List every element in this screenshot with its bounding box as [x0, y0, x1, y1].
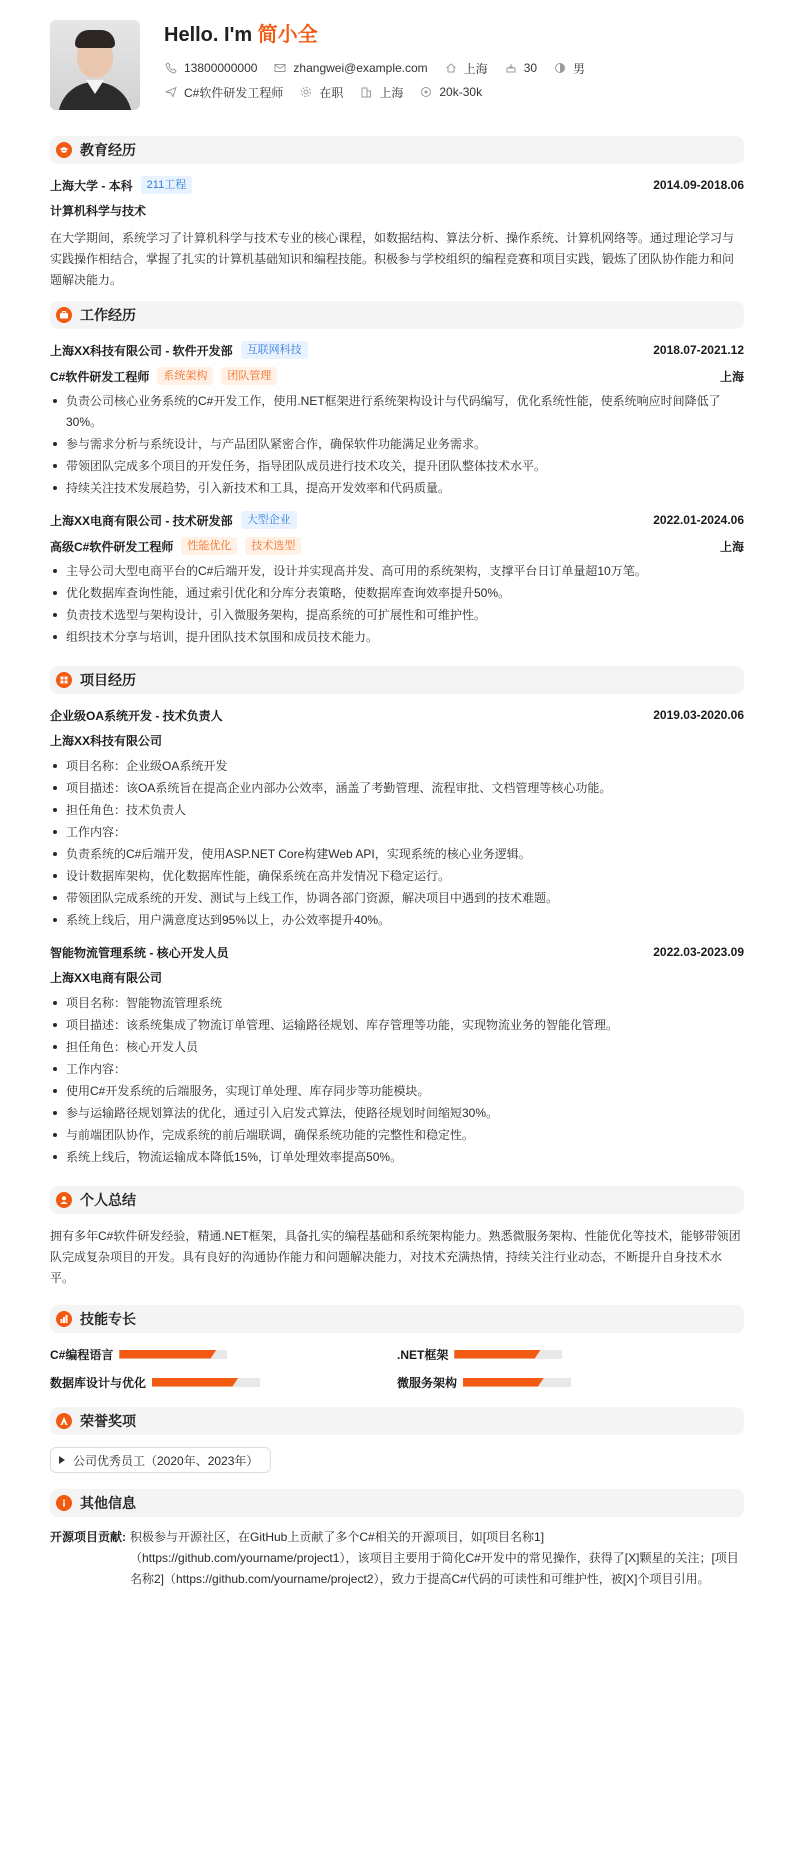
- avatar: [50, 20, 140, 110]
- coin-icon: [419, 85, 433, 99]
- honor-item[interactable]: [50, 1447, 271, 1473]
- send-icon: [164, 85, 178, 99]
- position-text: C#软件研发工程师: [184, 85, 284, 100]
- skill-bar-fill: [152, 1378, 238, 1387]
- age-text: 30: [523, 61, 538, 75]
- job-date: 2018.07-2021.12: [653, 343, 744, 357]
- company-name: 上海XX科技有限公司 - 软件开发部: [50, 343, 233, 358]
- list-item: 组织技术分享与培训，提升团队技术氛围和成员技术能力。: [50, 627, 744, 648]
- school-name: 上海大学 - 本科: [50, 178, 133, 193]
- list-item: 持续关注技术发展趋势，引入新技术和工具，提高开发效率和代码质量。: [50, 478, 744, 499]
- project-name: 企业级OA系统开发 - 技术负责人: [50, 708, 223, 723]
- phone-icon: [164, 61, 178, 75]
- list-item: 系统上线后，用户满意度达到95%以上，办公效率提升40%。: [50, 910, 744, 931]
- home-icon: [444, 61, 458, 75]
- list-item: 与前端团队协作，完成系统的前后端联调，确保系统功能的完整性和稳定性。: [50, 1125, 744, 1146]
- list-item: 工作内容：: [50, 822, 744, 843]
- building-icon: [359, 85, 373, 99]
- skill-bar: [119, 1350, 227, 1359]
- summary-section: [50, 1214, 744, 1289]
- list-item: 使用C#开发系统的后端服务，实现订单处理、库存同步等功能模块。: [50, 1081, 744, 1102]
- list-item: 担任角色：核心开发人员: [50, 1037, 744, 1058]
- salary: [419, 85, 482, 99]
- salary-text: 20k-30k: [439, 85, 483, 99]
- section-other-label: 其他信息: [80, 1495, 136, 1511]
- project-company: 上海XX科技有限公司: [50, 734, 163, 748]
- section-other-title: [50, 1489, 744, 1517]
- project-entry: [50, 704, 744, 931]
- award-icon: [56, 1413, 72, 1429]
- other-info: [50, 1527, 744, 1590]
- education-date: 2014.09-2018.06: [653, 178, 744, 192]
- list-item: 项目名称：企业级OA系统开发: [50, 756, 744, 777]
- play-icon: [59, 1456, 65, 1464]
- list-item: 项目描述：该OA系统旨在提高企业内部办公效率，涵盖了考勤管理、流程审批、文档管理等核心功能。: [50, 778, 744, 799]
- skill-bar: [152, 1378, 260, 1387]
- work-section: [50, 329, 744, 648]
- list-item: 系统上线后，物流运输成本降低15%，订单处理效率提高50%。: [50, 1147, 744, 1168]
- job-title: 高级C#软件研发工程师: [50, 539, 174, 554]
- target-city-text: 上海: [379, 85, 404, 100]
- list-item: 参与需求分析与系统设计，与产品团队紧密合作，确保软件功能满足业务需求。: [50, 434, 744, 455]
- project-entry: [50, 941, 744, 1168]
- job-location: 上海: [719, 539, 744, 554]
- list-item: 担任角色：技术负责人: [50, 800, 744, 821]
- job-location: 上海: [719, 369, 744, 384]
- cake-icon: [504, 61, 518, 75]
- skill-item: [397, 1345, 744, 1363]
- skill-bar: [463, 1378, 571, 1387]
- list-item: 项目描述：该系统集成了物流订单管理、运输路径规划、库存管理等功能，实现物流业务的智能化管理。: [50, 1015, 744, 1036]
- gear-icon: [299, 85, 313, 99]
- company-tag: 互联网科技: [241, 341, 308, 359]
- skill-bar-fill: [454, 1350, 540, 1359]
- list-item: 负责技术选型与架构设计，引入微服务架构，提高系统的可扩展性和可维护性。: [50, 605, 744, 626]
- city: [444, 60, 488, 77]
- section-education-title: [50, 136, 744, 164]
- graduation-cap-icon: [56, 142, 72, 158]
- section-projects-label: 项目经历: [80, 672, 136, 688]
- list-item: 优化数据库查询性能，通过索引优化和分库分表策略，使数据库查询效率提升50%。: [50, 583, 744, 604]
- school-tag: 211工程: [141, 176, 193, 194]
- target-city: [359, 84, 403, 101]
- gender: [553, 60, 585, 77]
- list-item: 设计数据库架构，优化数据库性能，确保系统在高并发情况下稳定运行。: [50, 866, 744, 887]
- list-item: 主导公司大型电商平台的C#后端开发，设计并实现高并发、高可用的系统架构，支撑平台日订单量超10万笔。: [50, 561, 744, 582]
- skill-name: C#编程语言: [50, 1347, 114, 1362]
- list-item: 项目名称：智能物流管理系统: [50, 993, 744, 1014]
- grid-icon: [56, 672, 72, 688]
- skill-name: 微服务架构: [397, 1375, 458, 1390]
- major: 计算机科学与技术: [50, 204, 147, 218]
- honor-text: 公司优秀员工（2020年、2023年）: [73, 1453, 259, 1468]
- company-tag: 大型企业: [241, 511, 297, 529]
- bar-chart-icon: [56, 1311, 72, 1327]
- phone-text: 13800000000: [184, 61, 258, 75]
- info-icon: [56, 1495, 72, 1511]
- greeting-text: Hello. I'm: [164, 24, 253, 46]
- phone: [164, 61, 257, 75]
- job-entry: [50, 339, 744, 499]
- target-position: [164, 84, 283, 101]
- summary-text: 拥有多年C#软件研发经验，精通.NET框架，具备扎实的编程基础和系统架构能力。熟悉微服务架构、性能优化等技术，能够带领团队完成复杂项目的开发。具有良好的沟通协作能力和问题解决能力，对技术充满热情，持续关注行业动态，不断提升自身技术水平。: [50, 1229, 741, 1285]
- skills-section: [50, 1333, 744, 1391]
- skill-item: [50, 1373, 397, 1391]
- project-date: 2019.03-2020.06: [653, 708, 744, 722]
- gender-text: 男: [573, 61, 586, 76]
- city-text: 上海: [463, 61, 488, 76]
- skill-bar-fill: [119, 1350, 216, 1359]
- list-item: 负责公司核心业务系统的C#开发工作，使用.NET框架进行系统架构设计与代码编写，优化系统性能，使系统响应时间降低了30%。: [50, 391, 744, 433]
- section-honors-title: [50, 1407, 744, 1435]
- section-work-label: 工作经历: [80, 307, 136, 323]
- skill-name: .NET框架: [397, 1347, 449, 1362]
- list-item: 负责系统的C#后端开发，使用ASP.NET Core构建Web API，实现系统的核心业务逻辑。: [50, 844, 744, 865]
- list-item: 带领团队完成多个项目的开发任务，指导团队成员进行技术攻关，提升团队整体技术水平。: [50, 456, 744, 477]
- education-description: 在大学期间，系统学习了计算机科学与技术专业的核心课程，如数据结构、算法分析、操作系统、计算机网络等。通过理论学习与实践操作相结合，掌握了扎实的计算机基础知识和编程技能。积极参与学校组织的编程竞赛和项目实践，锻炼了团队协作能力和问题解决能力。: [50, 231, 735, 287]
- section-work-title: [50, 301, 744, 329]
- user-icon: [56, 1192, 72, 1208]
- section-education-label: 教育经历: [80, 142, 136, 158]
- candidate-name: 简小全: [257, 24, 318, 46]
- other-label: 开源项目贡献:: [50, 1530, 126, 1544]
- list-item: 带领团队完成系统的开发、测试与上线工作，协调各部门资源，解决项目中遇到的技术难题。: [50, 888, 744, 909]
- skill-tag: 系统架构: [157, 367, 213, 385]
- project-company: 上海XX电商有限公司: [50, 971, 163, 985]
- list-item: 参与运输路径规划算法的优化，通过引入启发式算法，使路径规划时间缩短30%。: [50, 1103, 744, 1124]
- status-text: 在职: [319, 85, 344, 100]
- skill-tag: 团队管理: [221, 367, 277, 385]
- mail-icon: [273, 61, 287, 75]
- company-name: 上海XX电商有限公司 - 技术研发部: [50, 513, 233, 528]
- greeting: [164, 20, 744, 50]
- skill-tag: 性能优化: [181, 537, 237, 555]
- email-text: zhangwei@example.com: [293, 61, 428, 75]
- section-summary-title: [50, 1186, 744, 1214]
- section-skills-title: [50, 1305, 744, 1333]
- list-item: 工作内容：: [50, 1059, 744, 1080]
- project-name: 智能物流管理系统 - 核心开发人员: [50, 945, 229, 960]
- skill-name: 数据库设计与优化: [50, 1375, 147, 1390]
- skill-tag: 技术选型: [245, 537, 301, 555]
- briefcase-icon: [56, 307, 72, 323]
- skill-item: [50, 1345, 397, 1363]
- other-text: 积极参与开源社区，在GitHub上贡献了多个C#相关的开源项目，如[项目名称1]（https://github.com/yourname/project1），该项目主要用于简化C#开发中的常见操作，获得了[X]颗星的关注；[项目名称2]（https://github.com/yourname/project2），致力于提高C#代码的可读性和可维护性，被[X]个项目引用。: [130, 1530, 739, 1586]
- email: [273, 61, 427, 75]
- project-date: 2022.03-2023.09: [653, 945, 744, 959]
- projects-section: [50, 694, 744, 1168]
- job-date: 2022.01-2024.06: [653, 513, 744, 527]
- education-section: [50, 164, 744, 291]
- skill-item: [397, 1373, 744, 1391]
- job-status: [299, 84, 343, 101]
- job-title: C#软件研发工程师: [50, 369, 150, 384]
- job-entry: [50, 509, 744, 648]
- resume-header: [50, 20, 744, 122]
- age: [504, 61, 537, 75]
- gender-icon: [553, 61, 567, 75]
- section-honors-label: 荣誉奖项: [80, 1413, 136, 1429]
- section-skills-label: 技能专长: [80, 1311, 136, 1327]
- section-projects-title: [50, 666, 744, 694]
- skill-bar-fill: [463, 1378, 544, 1387]
- section-summary-label: 个人总结: [80, 1192, 136, 1208]
- skill-bar: [454, 1350, 562, 1359]
